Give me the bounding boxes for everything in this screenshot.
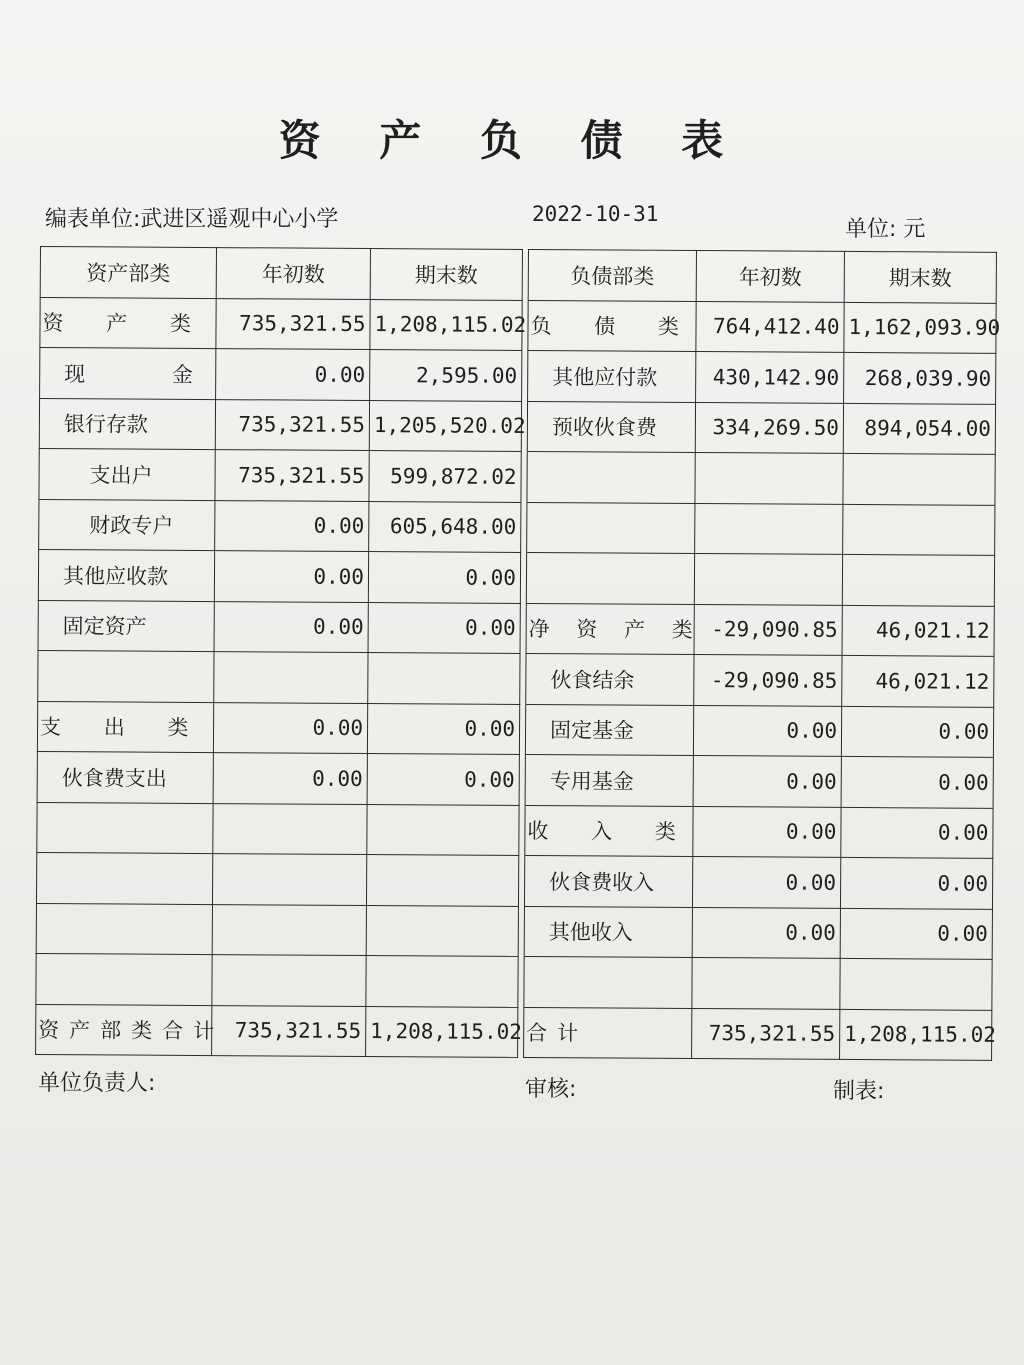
liability-category-cell: 专用基金 (525, 754, 693, 806)
liability-end-cell: 0.00 (841, 756, 993, 807)
table-row (40, 297, 996, 353)
liability-category-cell (527, 502, 695, 554)
liability-category-cell (526, 552, 694, 604)
asset-category-cell: 现 金 (40, 348, 216, 400)
liability-category-cell: 负 债 类 (528, 300, 696, 352)
table-row (36, 852, 992, 908)
liability-end-cell: 0.00 (841, 706, 993, 757)
liability-begin-cell: -29,090.85 (694, 604, 842, 655)
asset-category-cell (38, 650, 214, 702)
table-row (36, 953, 992, 1009)
table-row (39, 499, 995, 555)
asset-category-cell: 资 产 类 (40, 297, 216, 349)
asset-end-cell: 1,208,115.02 (370, 299, 522, 350)
table-row (38, 600, 994, 656)
liability-end-cell (843, 453, 995, 504)
liability-end-cell: 46,021.12 (842, 605, 994, 656)
liability-begin-cell: 0.00 (693, 806, 841, 857)
asset-begin-cell: 0.00 (213, 702, 367, 753)
asset-begin-cell: 0.00 (214, 601, 368, 652)
asset-end-cell: 605,648.00 (369, 501, 521, 552)
asset-begin-cell (214, 652, 368, 703)
liability-end-cell (843, 504, 995, 555)
liability-end-cell (842, 554, 994, 605)
asset-begin-cell: 0.00 (215, 500, 369, 551)
liability-category-cell (527, 451, 695, 503)
table-row (39, 398, 995, 454)
asset-end-cell: 0.00 (368, 552, 520, 603)
currency-unit: 单位: 元 (845, 217, 926, 242)
asset-end-cell (367, 804, 519, 855)
asset-category-cell (36, 903, 212, 955)
liability-end-cell: 1,162,093.90 (844, 302, 996, 353)
liability-begin-cell (694, 554, 842, 605)
asset-category-cell: 伙食费支出 (37, 751, 213, 803)
liability-begin-cell (695, 453, 843, 504)
table-row (37, 751, 993, 807)
liability-end-cell: 1,208,115.02 (840, 1009, 992, 1060)
liability-end-cell: 894,054.00 (843, 403, 995, 454)
header-row (40, 247, 996, 303)
organization-label: 编表单位:武进区遥观中心小学 (45, 207, 339, 232)
table-row (37, 701, 993, 757)
liability-begin-cell: 764,412.40 (696, 301, 844, 352)
table-row (39, 448, 995, 504)
liability-category-cell: 其他收入 (524, 906, 692, 958)
liability-category-cell (524, 956, 692, 1008)
liability-end-cell: 0.00 (840, 908, 992, 959)
page-title: 资 产 负 债 表 (278, 116, 746, 165)
liability-end-cell: 46,021.12 (842, 655, 994, 706)
liability-begin-cell: 735,321.55 (692, 1008, 840, 1059)
asset-end-cell (366, 905, 518, 956)
balance-sheet-table (35, 246, 1001, 1061)
preparer-label: 制表: (833, 1079, 885, 1104)
asset-begin-cell: 0.00 (216, 349, 370, 400)
asset-begin-cell (212, 904, 366, 955)
asset-end-cell (366, 855, 518, 906)
asset-category-cell (36, 852, 212, 904)
liability-end-cell (840, 958, 992, 1009)
asset-begin-cell: 0.00 (214, 551, 368, 602)
liability-begin-cell: 0.00 (692, 907, 840, 958)
asset-category-cell (37, 802, 213, 854)
asset-end-cell: 1,205,520.02 (369, 400, 521, 451)
asset-category-cell: 固定资产 (38, 600, 214, 652)
header-asset-begin: 年初数 (216, 248, 370, 299)
asset-begin-cell: 735,321.55 (212, 1005, 366, 1056)
liability-end-cell: 0.00 (841, 807, 993, 858)
asset-end-cell (366, 956, 518, 1007)
asset-category-cell: 财政专户 (39, 499, 215, 551)
responsible-person-label: 单位负责人: (38, 1071, 156, 1096)
asset-begin-cell (212, 955, 366, 1006)
asset-begin-cell: 735,321.55 (216, 298, 370, 349)
asset-end-cell: 599,872.02 (369, 451, 521, 502)
liability-category-cell: 收 入 类 (525, 805, 693, 857)
header-liability-category: 负债部类 (528, 249, 696, 301)
liability-begin-cell (695, 503, 843, 554)
header-asset-category: 资产部类 (40, 247, 216, 299)
asset-end-cell: 1,208,115.02 (366, 1006, 518, 1057)
asset-begin-cell (213, 803, 367, 854)
liability-category-cell: 其他应付款 (528, 350, 696, 402)
asset-end-cell: 0.00 (367, 703, 519, 754)
table-row (40, 348, 996, 404)
liability-begin-cell: 0.00 (693, 705, 841, 756)
liability-category-cell: 合计 (524, 1007, 692, 1059)
asset-end-cell: 0.00 (368, 602, 520, 653)
liability-end-cell: 268,039.90 (844, 352, 996, 403)
liability-end-cell: 0.00 (840, 857, 992, 908)
liability-category-cell: 伙食结余 (526, 653, 694, 705)
liability-category-cell: 净 资 产 类 (526, 603, 694, 655)
table-row (36, 903, 992, 959)
liability-category-cell: 伙食费收入 (524, 855, 692, 907)
asset-category-cell (36, 953, 212, 1005)
table-row (38, 549, 994, 605)
table-row (36, 1004, 992, 1060)
asset-begin-cell: 735,321.55 (215, 399, 369, 450)
asset-begin-cell: 735,321.55 (215, 450, 369, 501)
asset-begin-cell (212, 854, 366, 905)
asset-category-cell: 支出户 (39, 448, 215, 500)
report-date: 2022-10-31 (532, 202, 659, 226)
liability-category-cell: 预收伙食费 (527, 401, 695, 453)
liability-begin-cell: 430,142.90 (696, 352, 844, 403)
header-asset-end: 期末数 (370, 249, 522, 300)
liability-begin-cell: -29,090.85 (694, 655, 842, 706)
asset-category-cell: 银行存款 (39, 398, 215, 450)
asset-category-cell: 其他应收款 (38, 549, 214, 601)
header-liability-end: 期末数 (844, 251, 996, 302)
asset-category-cell: 支 出 类 (37, 701, 213, 753)
table-row (38, 650, 994, 706)
liability-begin-cell (692, 957, 840, 1008)
asset-end-cell: 0.00 (367, 754, 519, 805)
liability-begin-cell: 334,269.50 (695, 402, 843, 453)
reviewer-label: 审核: (525, 1077, 577, 1102)
asset-end-cell (368, 653, 520, 704)
liability-begin-cell: 0.00 (692, 856, 840, 907)
asset-category-cell: 资产部类合计 (36, 1004, 212, 1056)
table-row (37, 802, 993, 858)
liability-category-cell: 固定基金 (525, 704, 693, 756)
asset-end-cell: 2,595.00 (370, 350, 522, 401)
header-liability-begin: 年初数 (696, 251, 844, 302)
asset-begin-cell: 0.00 (213, 753, 367, 804)
liability-begin-cell: 0.00 (693, 756, 841, 807)
